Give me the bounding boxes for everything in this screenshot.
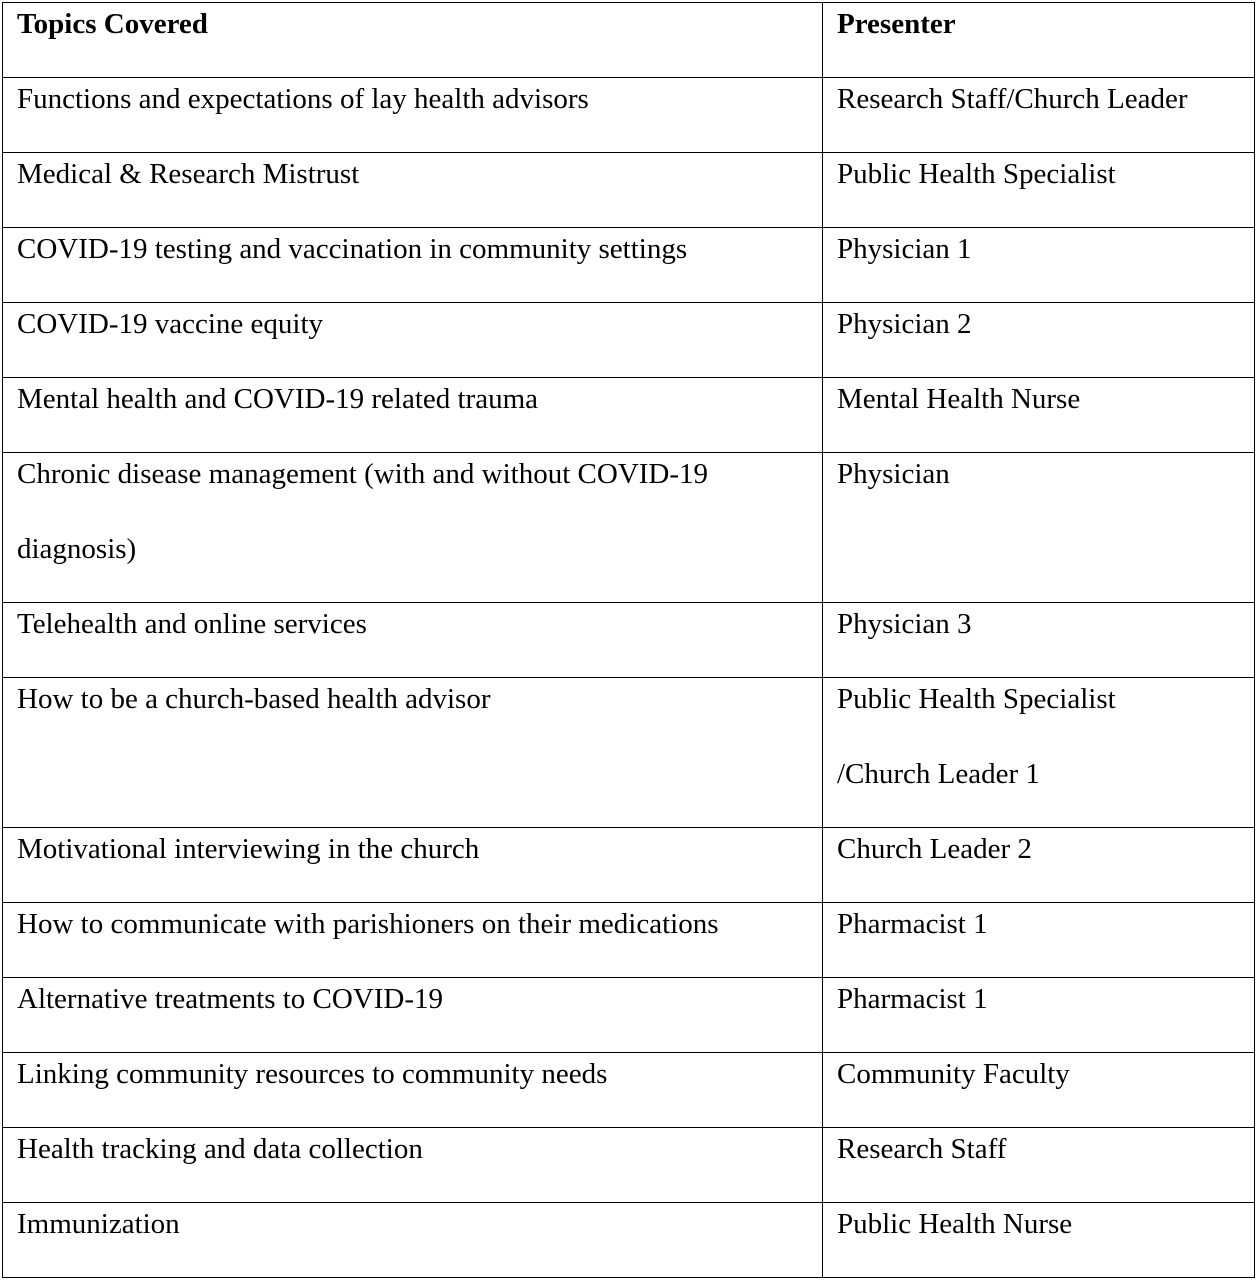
presenter-line: Public Health Specialist [837,683,1116,715]
table-row [3,78,1255,153]
header-presenter: Presenter [823,3,1255,78]
topic-cell: Immunization [3,1203,823,1278]
table-row [3,978,1255,1053]
topic-line: Chronic disease management (with and without COVID-19 [17,458,709,490]
table-row [3,453,1255,603]
table-header-row [3,3,1255,78]
table-row [3,1203,1255,1278]
table-row [3,678,1255,828]
presenter-line: /Church Leader 1 [837,758,1040,790]
presenter-cell: Church Leader 2 [823,828,1255,903]
topic-cell: Linking community resources to community needs [3,1053,823,1128]
presenter-cell: Research Staff [823,1128,1255,1203]
topic-cell: Functions and expectations of lay health advisors [3,78,823,153]
presenter-cell: Pharmacist 1 [823,903,1255,978]
presenter-cell: Pharmacist 1 [823,978,1255,1053]
table-row [3,903,1255,978]
topic-cell: Mental health and COVID-19 related trauma [3,378,823,453]
presenter-cell: Public Health Specialist [823,153,1255,228]
topics-table [2,2,1255,1278]
topic-cell: Health tracking and data collection [3,1128,823,1203]
table-row [3,1128,1255,1203]
topic-cell [3,453,823,603]
topic-cell: COVID-19 vaccine equity [3,303,823,378]
table-row [3,1053,1255,1128]
topic-cell: How to be a church-based health advisor [3,678,823,828]
presenter-cell: Physician 3 [823,603,1255,678]
presenter-cell: Community Faculty [823,1053,1255,1128]
topic-cell: Motivational interviewing in the church [3,828,823,903]
presenter-cell: Physician 2 [823,303,1255,378]
table-row [3,378,1255,453]
presenter-cell: Mental Health Nurse [823,378,1255,453]
presenter-cell: Physician 1 [823,228,1255,303]
topic-cell: How to communicate with parishioners on their medications [3,903,823,978]
header-topics-covered: Topics Covered [3,3,823,78]
topic-cell: Medical & Research Mistrust [3,153,823,228]
table-row [3,153,1255,228]
presenter-cell: Research Staff/Church Leader [823,78,1255,153]
topic-cell: Alternative treatments to COVID-19 [3,978,823,1053]
topic-cell: COVID-19 testing and vaccination in community settings [3,228,823,303]
table-row [3,303,1255,378]
presenter-cell: Physician [823,453,1255,603]
table-row [3,603,1255,678]
table-row [3,228,1255,303]
presenter-cell [823,678,1255,828]
topic-cell: Telehealth and online services [3,603,823,678]
topic-line: diagnosis) [17,533,137,565]
table-row [3,828,1255,903]
presenter-cell: Public Health Nurse [823,1203,1255,1278]
